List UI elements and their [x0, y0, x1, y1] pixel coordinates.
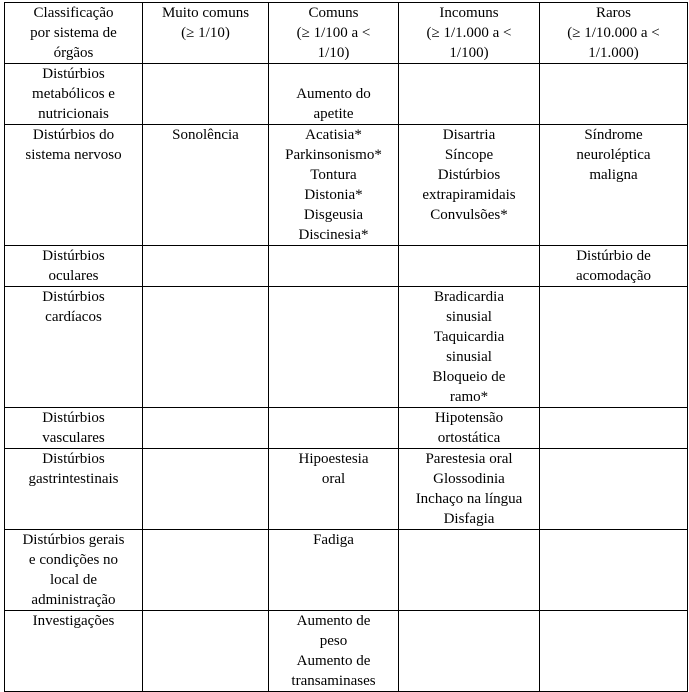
cell-text-line: Discinesia* — [298, 227, 369, 243]
table-container — [4, 2, 688, 692]
cell-text-line: 1/100) — [449, 45, 489, 61]
cell-text-line: Distúrbios — [42, 248, 105, 264]
table-row — [5, 449, 688, 530]
table-row — [5, 246, 688, 287]
table-row — [5, 530, 688, 611]
cell-text-line: Aumento de — [296, 653, 371, 669]
header-cell — [399, 3, 540, 64]
system-cell — [5, 287, 143, 408]
cell-text-line: neuroléptica — [576, 147, 651, 163]
cell-text-line: ramo* — [449, 389, 489, 405]
cell-text-line: Muito comuns — [161, 5, 250, 21]
cell-text-line: Convulsões* — [430, 207, 508, 223]
cell-text-line: maligna — [589, 167, 638, 183]
cell-text-line: Bloqueio de — [432, 369, 506, 385]
cell-text-line: nutricionais — [38, 106, 109, 122]
cell-text-line: transaminases — [291, 673, 376, 689]
cell-text-line: Taquicardia — [433, 329, 505, 345]
cell-text-line: por sistema de — [30, 25, 117, 41]
table-row — [5, 611, 688, 692]
common-cell — [269, 64, 399, 125]
uncommon-cell — [399, 64, 540, 125]
cell-text-line: administração — [31, 592, 116, 608]
cell-text-line: gastrintestinais — [28, 471, 119, 487]
very-common-cell — [143, 530, 269, 611]
rare-cell — [540, 64, 688, 125]
common-cell — [269, 449, 399, 530]
cell-text-line: Parkinsonismo* — [285, 147, 382, 163]
common-cell — [269, 287, 399, 408]
cell-text-line: Distúrbios — [42, 289, 105, 305]
cell-text-line: Comuns — [308, 5, 359, 21]
cell-text-line: ortostática — [437, 430, 501, 446]
cell-text-line: oral — [321, 471, 346, 487]
table-row — [5, 287, 688, 408]
common-cell — [269, 611, 399, 692]
cell-text-line: Hipotensão — [434, 410, 504, 426]
system-cell — [5, 246, 143, 287]
cell-text-line: Síncope — [444, 147, 494, 163]
cell-text-line: e condições no — [28, 552, 119, 568]
very-common-cell — [143, 125, 269, 246]
uncommon-cell — [399, 449, 540, 530]
cell-text-line: Fadiga — [313, 532, 354, 548]
common-cell — [269, 125, 399, 246]
cell-text-line: sinusial — [446, 309, 492, 325]
rare-cell — [540, 530, 688, 611]
cell-text-line: Aumento do — [296, 86, 371, 102]
table-row — [5, 125, 688, 246]
header-cell — [269, 3, 399, 64]
uncommon-cell — [399, 246, 540, 287]
cell-text-line: apetite — [313, 106, 354, 122]
cell-text-line: extrapiramidais — [422, 187, 516, 203]
cell-text-line: sinusial — [446, 349, 492, 365]
header-cell — [143, 3, 269, 64]
cell-text-line: Raros — [596, 5, 631, 21]
cell-text-line: Acatisia* — [305, 127, 362, 143]
adverse-reactions-table — [4, 2, 688, 692]
cell-text-line: peso — [319, 633, 348, 649]
cell-text-line: Distúrbios — [42, 451, 105, 467]
common-cell — [269, 408, 399, 449]
header-cell — [5, 3, 143, 64]
cell-text-line: Distúrbios — [42, 66, 105, 82]
uncommon-cell — [399, 611, 540, 692]
cell-text-line: Disfagia — [443, 511, 495, 527]
cell-text-line: Distonia* — [304, 187, 363, 203]
cell-text-line: Distúrbios — [42, 410, 105, 426]
cell-text-line: Disartria — [442, 127, 496, 143]
cell-text-line: Aumento de — [296, 613, 371, 629]
cell-text-line: Investigações — [32, 613, 115, 629]
cell-text-line: sistema nervoso — [25, 147, 122, 163]
common-cell — [269, 246, 399, 287]
very-common-cell — [143, 408, 269, 449]
cell-text-line: (≥ 1/100 a < — [296, 25, 371, 41]
cell-text-line: Parestesia oral — [425, 451, 513, 467]
system-cell — [5, 611, 143, 692]
cell-text-line: vasculares — [42, 430, 105, 446]
rare-cell — [540, 287, 688, 408]
rare-cell — [540, 125, 688, 246]
cell-text-line: Disgeusia — [303, 207, 364, 223]
cell-text-line: (≥ 1/10.000 a < — [567, 25, 660, 41]
cell-text-line: Hipoestesia — [298, 451, 369, 467]
cell-text-line: local de — [49, 572, 98, 588]
uncommon-cell — [399, 530, 540, 611]
cell-text-line: acomodação — [576, 268, 651, 284]
uncommon-cell — [399, 125, 540, 246]
rare-cell — [540, 449, 688, 530]
system-cell — [5, 125, 143, 246]
cell-text-line: Distúrbios — [437, 167, 501, 183]
cell-text-line: oculares — [48, 268, 99, 284]
cell-text-line: Bradicardia — [434, 289, 504, 305]
cell-text-line: 1/10) — [317, 45, 350, 61]
system-cell — [5, 530, 143, 611]
very-common-cell — [143, 246, 269, 287]
cell-text-line: Inchaço na língua — [415, 491, 523, 507]
common-cell — [269, 530, 399, 611]
table-row — [5, 408, 688, 449]
cell-text-line: 1/1.000) — [588, 45, 639, 61]
table-row — [5, 64, 688, 125]
cell-text-line: cardíacos — [45, 309, 102, 325]
system-cell — [5, 408, 143, 449]
cell-text-line: órgãos — [53, 45, 94, 61]
system-cell — [5, 449, 143, 530]
header-cell — [540, 3, 688, 64]
cell-text-line: Síndrome — [584, 127, 643, 143]
cell-text-line: Sonolência — [172, 127, 239, 143]
cell-text-line: Incomuns — [439, 5, 499, 21]
cell-text-line: Classificação — [33, 5, 114, 21]
very-common-cell — [143, 64, 269, 125]
header-row — [5, 3, 688, 64]
cell-text-line: Tontura — [310, 167, 357, 183]
rare-cell — [540, 611, 688, 692]
rare-cell — [540, 246, 688, 287]
system-cell — [5, 64, 143, 125]
uncommon-cell — [399, 287, 540, 408]
rare-cell — [540, 408, 688, 449]
very-common-cell — [143, 611, 269, 692]
cell-text-line: Glossodinia — [433, 471, 505, 487]
table-body — [5, 64, 688, 692]
cell-text-line: metabólicos e — [32, 86, 115, 102]
uncommon-cell — [399, 408, 540, 449]
cell-text-line: Distúrbios gerais — [22, 532, 125, 548]
very-common-cell — [143, 449, 269, 530]
cell-text-line: (≥ 1/1.000 a < — [426, 25, 512, 41]
cell-text-line: Distúrbio de — [576, 248, 651, 264]
cell-text-line: (≥ 1/10) — [181, 25, 230, 41]
very-common-cell — [143, 287, 269, 408]
cell-text-line: Distúrbios do — [32, 127, 115, 143]
cell-text-line — [271, 64, 396, 84]
